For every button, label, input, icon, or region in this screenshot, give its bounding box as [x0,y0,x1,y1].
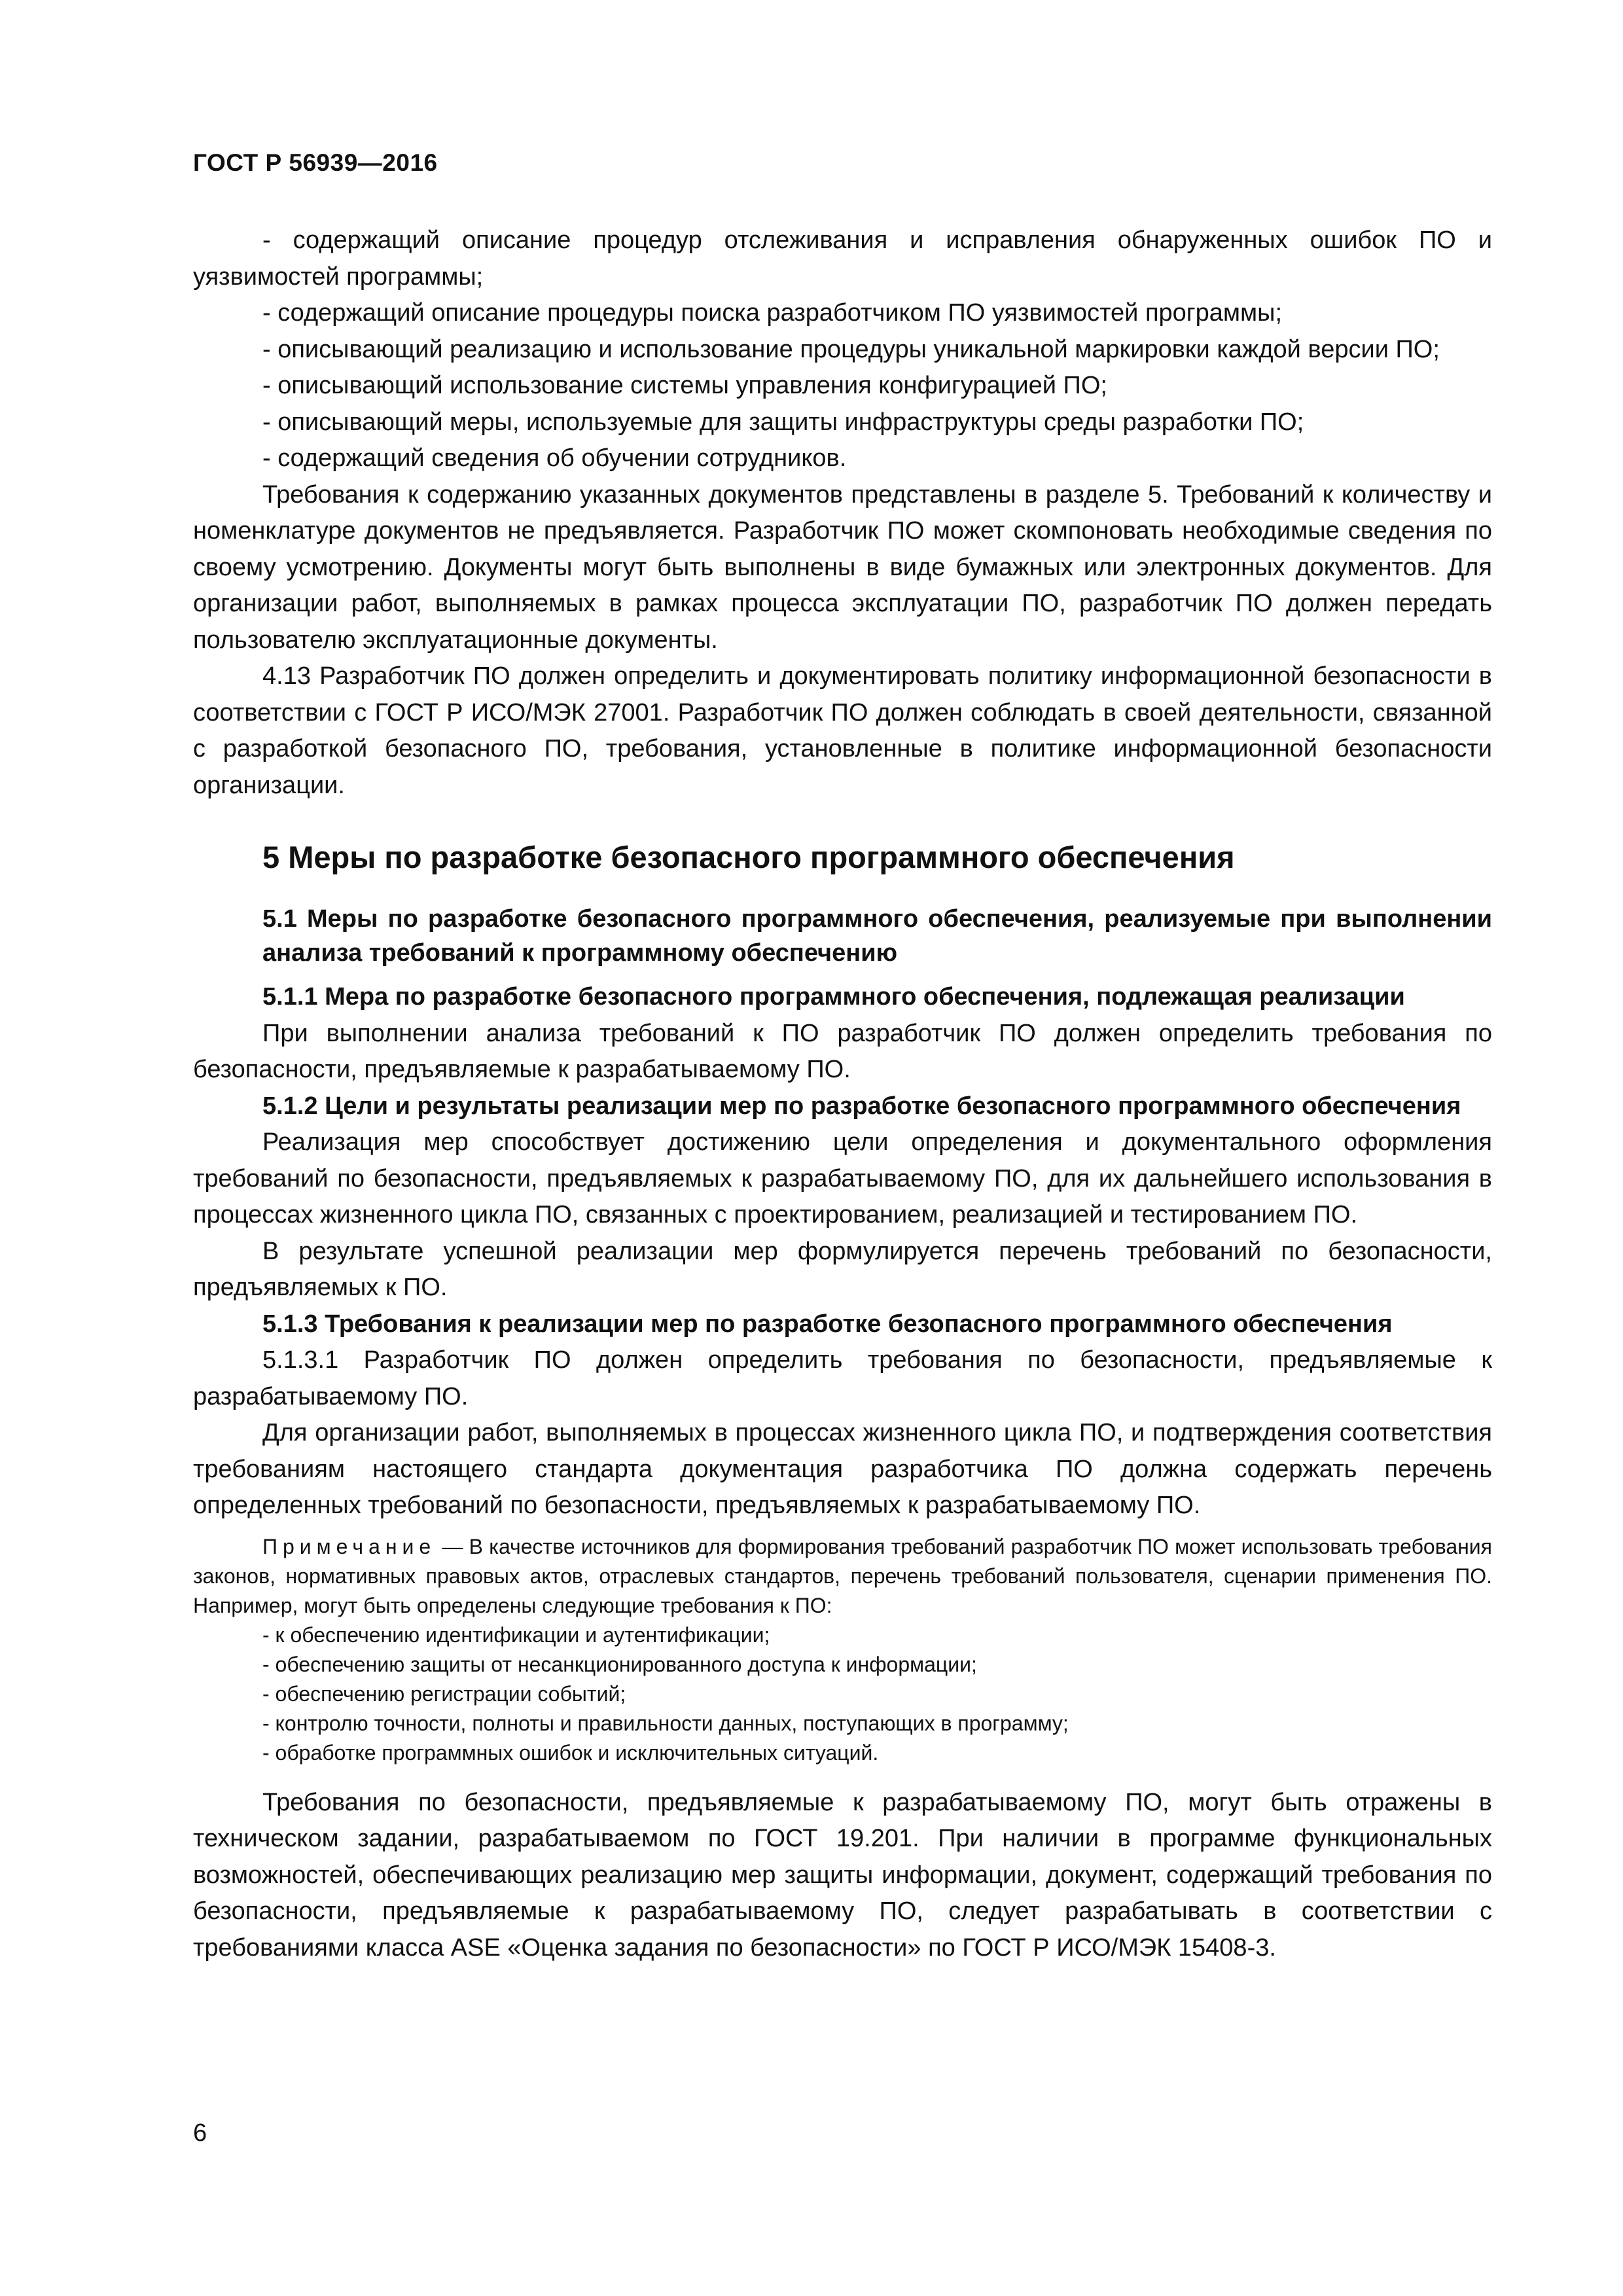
paragraph-requirements: Требования к содержанию указанных документов представлены в разделе 5. Требований к количеству и номенклатуре документов не предъявляется. Разработчик ПО может скомпоновать необходимые сведения по своему усмотрению. Документы могут быть выполнены в виде бумажных или электронных документов. Для организации работ, выполняемых в рамках процесса эксплуатации ПО, разработчик ПО должен передать пользователю эксплуатационные документы. [193,480,1492,654]
note-item: - обработке программных ошибок и исключительных ситуаций. [262,1740,879,1765]
paragraph-5-1-3-1: 5.1.3.1 Разработчик ПО должен определить требования по безопасности, предъявляемые к разрабатываемому ПО. [193,1346,1492,1410]
dash-item: - описывающий меры, используемые для защиты инфраструктуры среды разработки ПО; [262,408,1304,436]
note-paragraph [193,1532,1492,1621]
section-5-1-1-title: 5.1.1 Мера по разработке безопасного программного обеспечения, подлежащая реализации [262,983,1405,1011]
paragraph-4-13: 4.13 Разработчик ПО должен определить и документировать политику информационной безопасности в соответствии с ГОСТ Р ИСО/МЭК 27001. Разработчик ПО должен соблюдать в своей деятельности, связанной с разработкой безопасного ПО, требования, установленные в политике информационной безопасности организации. [193,662,1492,799]
section-5-1-3-title: 5.1.3 Требования к реализации мер по разработке безопасного программного обеспечения [262,1310,1393,1338]
paragraph-5-1-1: При выполнении анализа требований к ПО разработчик ПО должен определить требования по безопасности, предъявляемые к разрабатываемому ПО. [193,1019,1492,1083]
note-item: - обеспечению регистрации событий; [262,1681,626,1706]
paragraph-5-1-2-b: В результате успешной реализации мер формулируется перечень требований по безопасности, предъявляемых к ПО. [193,1237,1492,1301]
note-label: Примечание [262,1534,437,1558]
page-content [193,223,1492,1966]
dash-item: - описывающий использование системы управления конфигурацией ПО; [262,372,1107,399]
note-item: - контролю точности, полноты и правильности данных, поступающих в программу; [262,1711,1069,1735]
note-item: - к обеспечению идентификации и аутентификации; [262,1623,770,1647]
document-header: ГОСТ Р 56939—2016 [193,149,438,176]
paragraph-5-1-3-1-b: Для организации работ, выполняемых в процессах жизненного цикла ПО, и подтверждения соответствия требованиям настоящего стандарта документация разработчика ПО должна содержать перечень определенных требований по безопасности, предъявляемых к разрабатываемому ПО. [193,1419,1492,1519]
dash-item: - описывающий реализацию и использование процедуры уникальной маркировки каждой версии ПО; [262,335,1440,363]
note-item: - обеспечению защиты от несанкционированного доступа к информации; [262,1652,977,1676]
section-5-1-2-title: 5.1.2 Цели и результаты реализации мер по разработке безопасного программного обеспечения [262,1092,1461,1120]
dash-item: - содержащий описание процедур отслеживания и исправления обнаруженных ошибок ПО и уязвимостей программы; [193,226,1492,291]
section-5-title: 5 Меры по разработке безопасного программного обеспечения [262,840,1235,874]
paragraph-final: Требования по безопасности, предъявляемые к разрабатываемому ПО, могут быть отражены в техническом задании, разрабатываемом по ГОСТ 19.201. При наличии в программе функциональных возможностей, обеспечивающих реализацию мер защиты информации, документ, содержащий требования по безопасности, предъявляемые к разрабатываемому ПО, следует разрабатывать в соответствии с требованиями класса ASE «Оценка задания по безопасности» по ГОСТ Р ИСО/МЭК 15408-3. [193,1788,1492,1962]
page-number: 6 [193,2119,207,2147]
note-text: — В качестве источников для формирования требований разработчик ПО может использовать требования законов, нормативных правовых актов, отраслевых стандартов, перечень требований пользователя, сценарии применения ПО. Например, могут быть определены следующие требования к ПО: [193,1534,1492,1617]
dash-item: - содержащий описание процедуры поиска разработчиком ПО уязвимостей программы; [262,299,1283,327]
section-5-1-title: 5.1 Меры по разработке безопасного программного обеспечения, реализуемые при выполнении анализа требований к программному обеспечению [262,905,1492,967]
dash-item: - содержащий сведения об обучении сотрудников. [262,444,847,472]
paragraph-5-1-2-a: Реализация мер способствует достижению цели определения и документального оформления требований по безопасности, предъявляемых к разрабатываемому ПО, для их дальнейшего использования в процессах жизненного цикла ПО, связанных с проектированием, реализацией и тестированием ПО. [193,1128,1492,1229]
